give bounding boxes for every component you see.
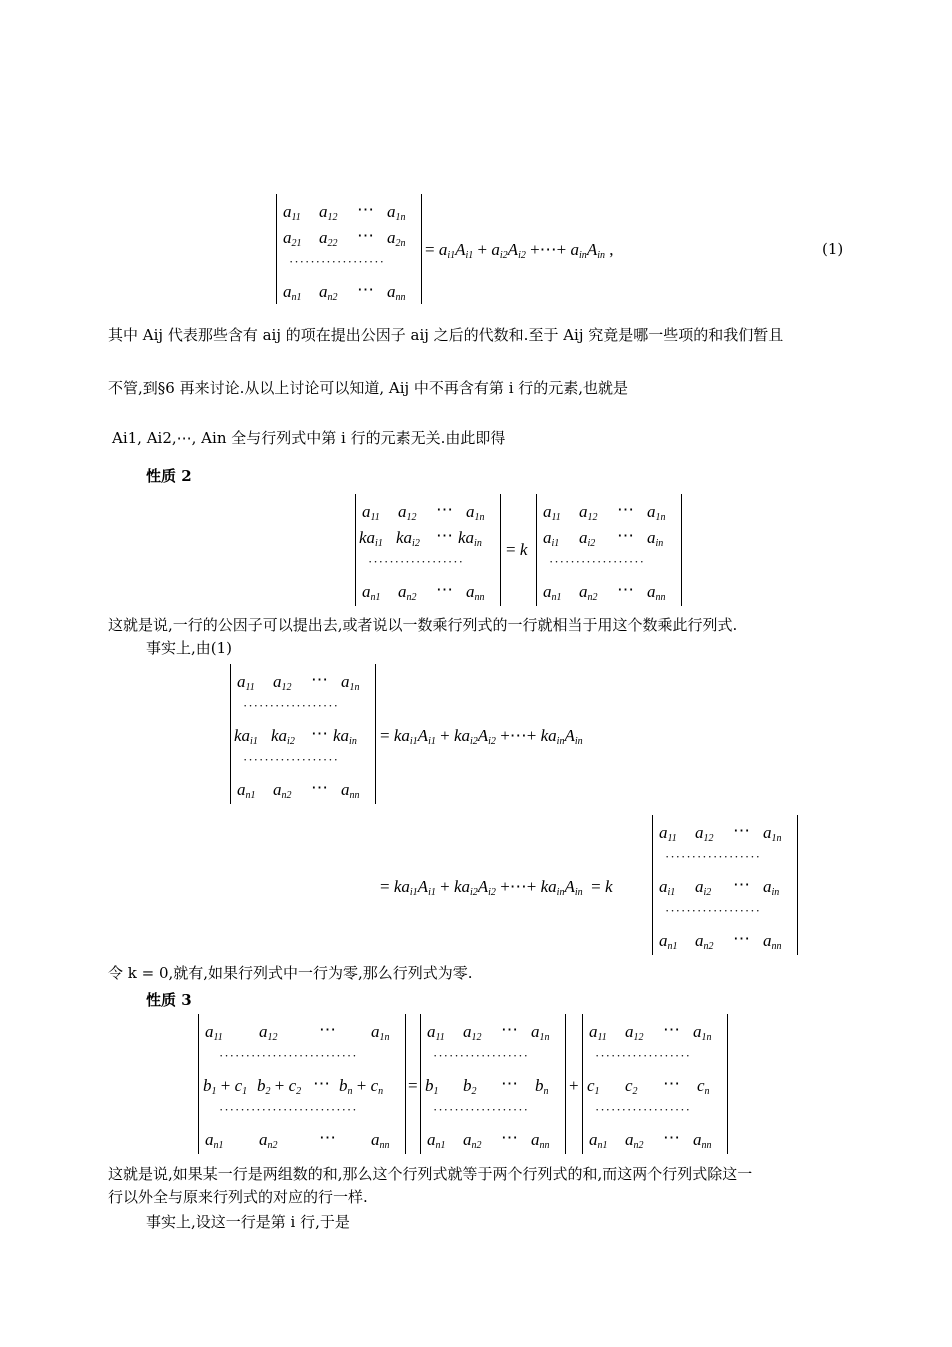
paragraph-line: 令 k = 0,就有,如果行列式中一行为零,那么行列式为零. <box>108 964 473 982</box>
determinant: $a_{11}$ $a_{12}$ ⋯ $a_{1n}$ $a_{21}$ $a_{22}$ ⋯ $a_{2n}$ ·················· $a_{n1}$ $a_{n2}$ ⋯ $a_{nn}$ <box>276 194 422 304</box>
paragraph-line: 不管,到§6 再来讨论.从以上讨论可以知道, Aij 中不再含有第 i 行的元素,也就是 <box>108 379 629 397</box>
paragraph-line: 事实上,设这一行是第 i 行,于是 <box>146 1213 350 1231</box>
paragraph-line: 这就是说,如果某一行是两组数的和,那么这个行列式就等于两个行列式的和,而这两个行列式除这一 <box>108 1165 753 1183</box>
paragraph-line: 事实上,由(1) <box>146 639 233 657</box>
property-heading: 性质 2 <box>146 467 192 485</box>
equation-number: (1) <box>822 240 844 258</box>
paragraph-line: 其中 Aij 代表那些含有 aij 的项在提出公因子 aij 之后的代数和.至于 Aij 究竟是哪一些项的和我们暂且 <box>108 326 784 344</box>
paragraph-line: 这就是说,一行的公因子可以提出去,或者说以一数乘行列式的一行就相当于用这个数乘此行列式. <box>108 616 738 634</box>
property-heading: 性质 3 <box>146 991 192 1009</box>
paragraph-line: 行以外全与原来行列式的对应的行一样. <box>108 1188 368 1206</box>
paragraph-line: Ai1, Ai2,⋯, Ain 全与行列式中第 i 行的元素无关.由此即得 <box>112 429 506 447</box>
